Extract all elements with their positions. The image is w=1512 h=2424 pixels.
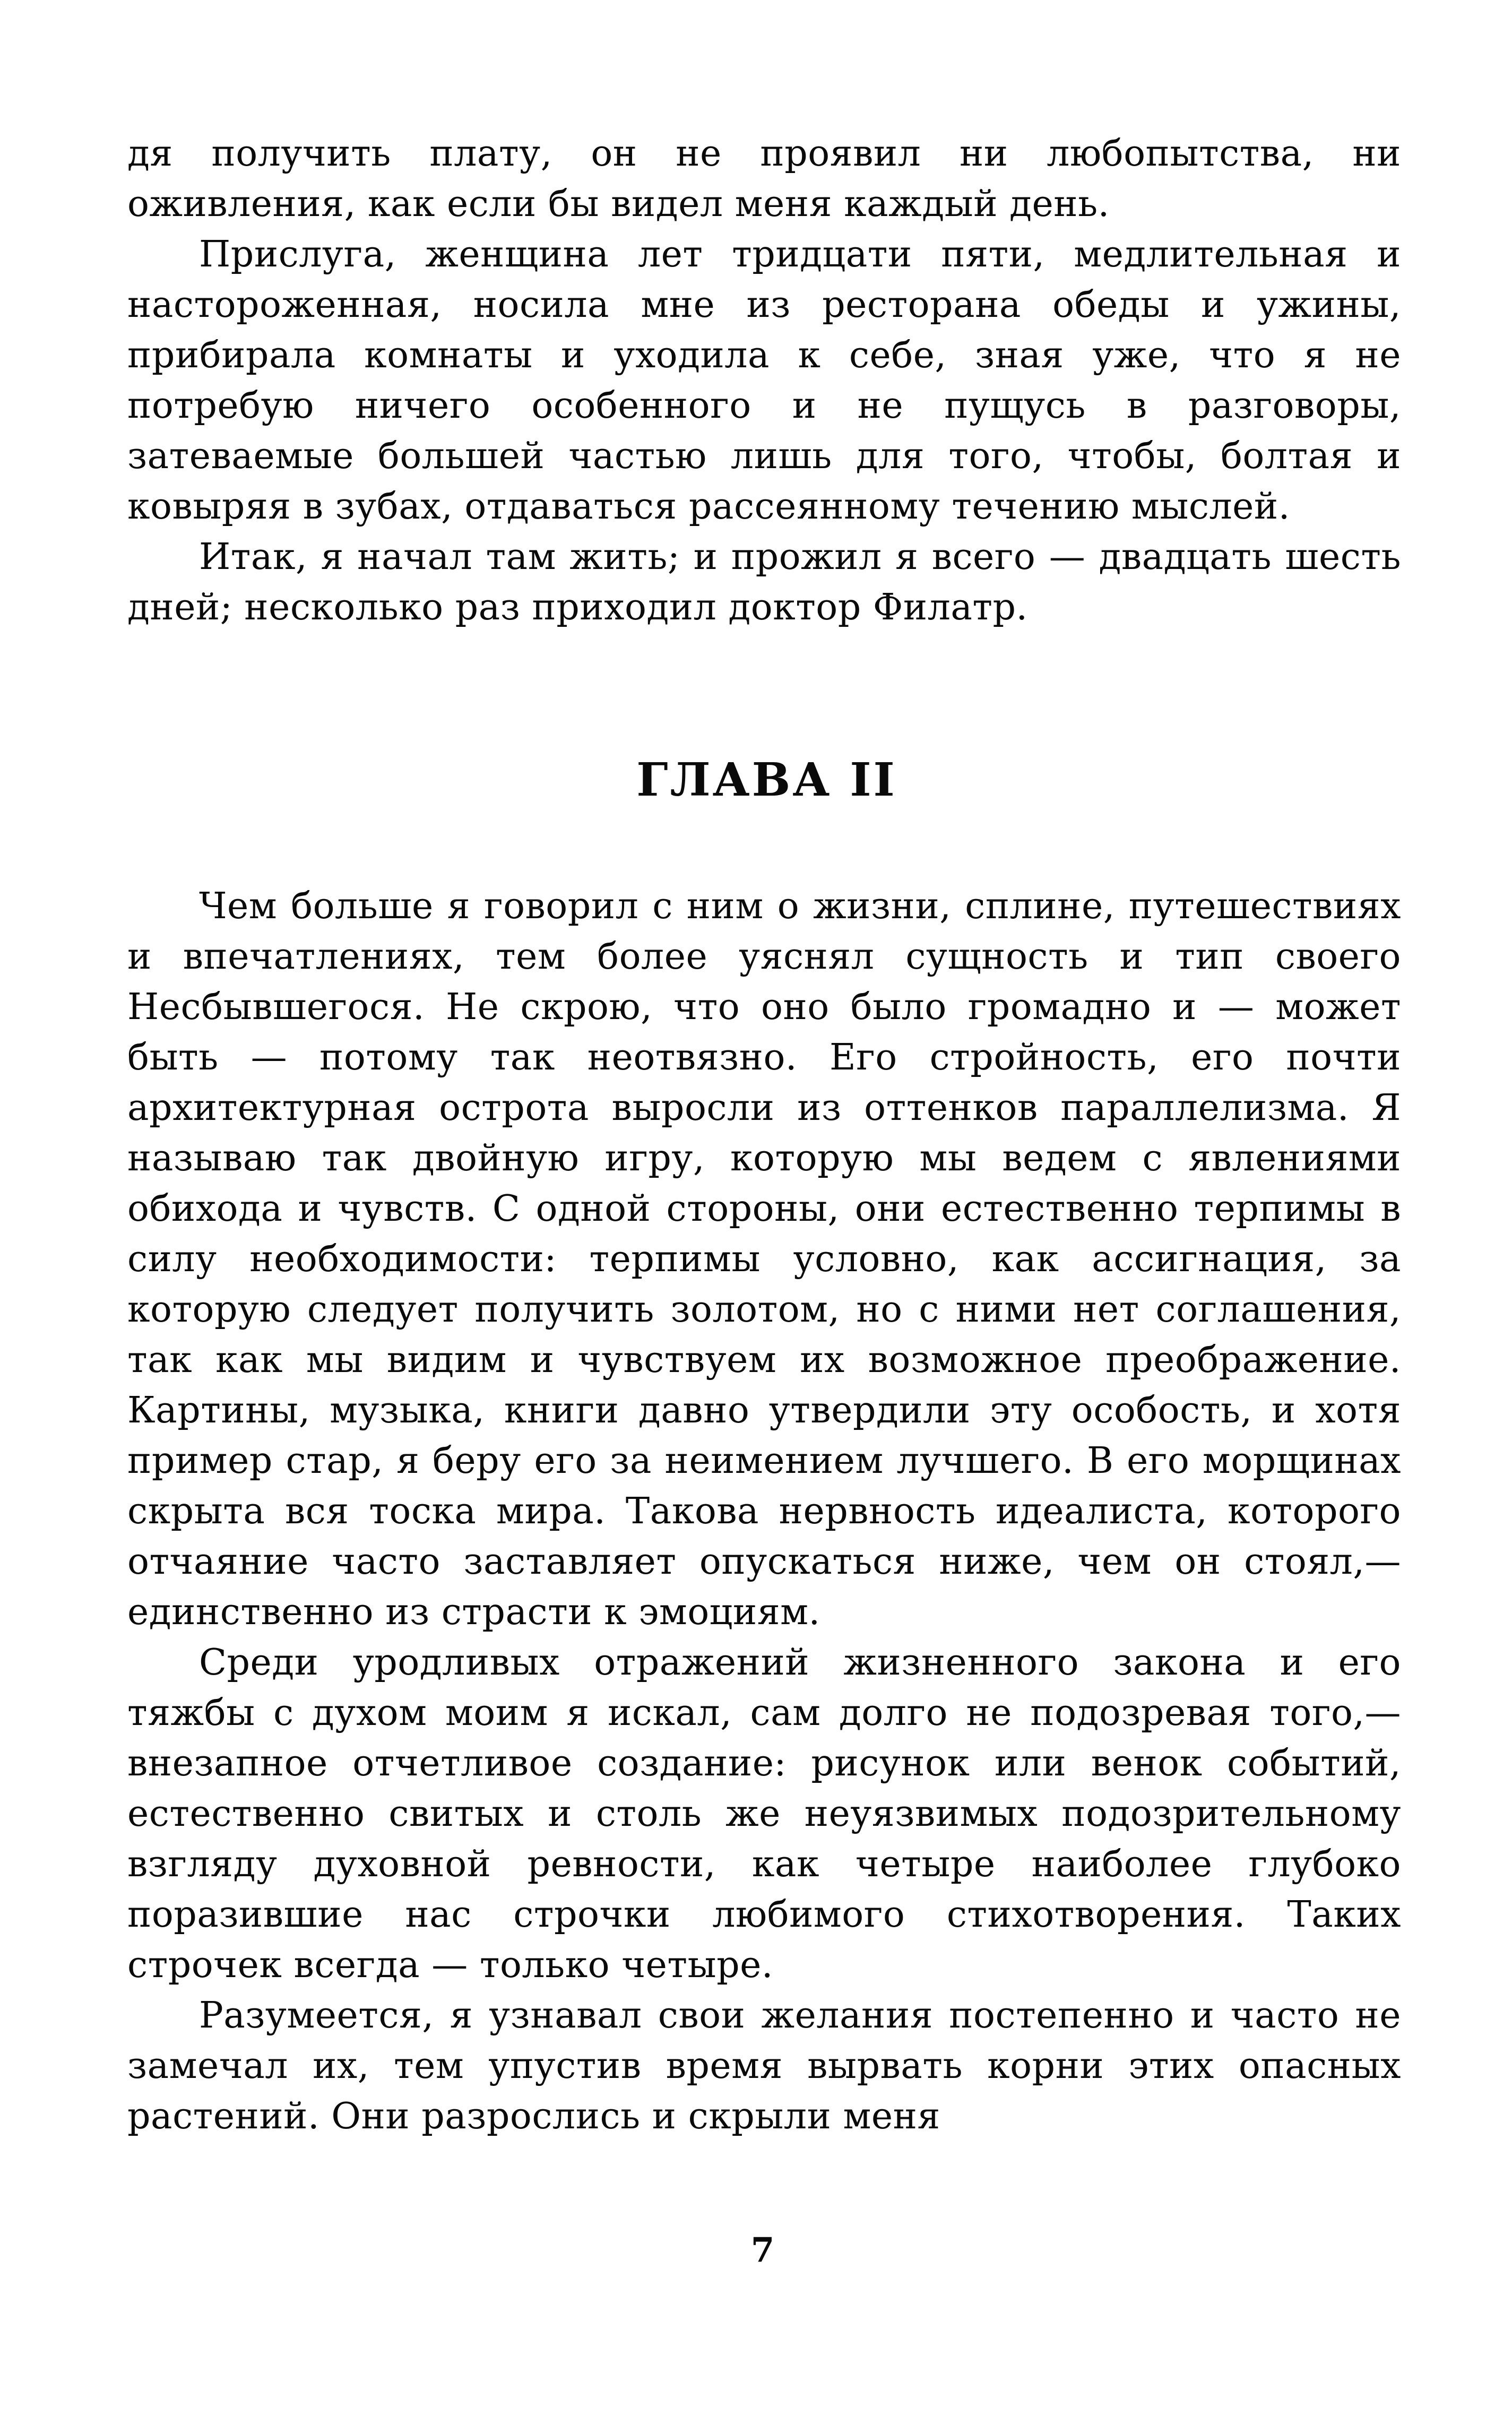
paragraph-unrealized: Чем больше я говорил с ним о жизни, сплине, путешествиях и впечатлениях, тем более уяснял сущность и тип своего Несбывшегося. Не скрою, что оно было громадно и — может быть — потому так неотвязно. Его стройность, его почти архитектурная острота выросли из оттенков параллелизма. Я называю так двойную игру, которую мы ведем с явлениями обихода и чувств. С одной стороны, они естественно терпимы в силу необходимости: терпимы условно, как ассигнация, за которую следует получить золотом, но с ними нет соглашения, так как мы видим и чувствуем их возможное преображение. Картины, музыка, книги давно утвердили эту особость, и хотя пример стар, я беру его за неимением лучшего. В его морщинах скрыта вся тоска мира. Такова нервность идеалиста, которого отчаяние часто заставляет опускаться ниже, чем он стоял,— единственно из страсти к эмоциям. — [127, 885, 1401, 1633]
paragraph-began-living: Итак, я начал там жить; и прожил я всего — двадцать шесть дней; несколько раз приходил доктор Филатр. — [127, 536, 1401, 628]
page-number: 7 — [750, 2230, 775, 2270]
paragraph-reflections: Среди уродливых отражений жизненного закона и его тяжбы с духом моим я искал, сам долго не подозревая того,— внезапное отчетливое создание: рисунок или венок событий, естественно свитых и столь же неуязвимых подозрительному взгляду духовной ревности, как четыре наиболее глубоко поразившие нас строчки любимого стихотворения. Таких строчек всегда — только четыре. — [127, 1642, 1401, 1986]
paragraph-continuation: дя получить плату, он не проявил ни любопытства, ни оживления, как если бы видел меня каждый день. — [127, 133, 1401, 225]
chapter-title: ГЛАВА II — [636, 753, 897, 807]
paragraph-servant: Прислуга, женщина лет тридцати пяти, медлительная и настороженная, носила мне из ресторана обеды и ужины, прибирала комнаты и уходила к себе, зная уже, что я не потребую ничего особенного и не пущусь в разговоры, затеваемые большей частью лишь для того, чтобы, болтая и ковыряя в зубах, отдаваться рассеянному течению мыслей. — [127, 234, 1401, 528]
paragraph-desires: Разумеется, я узнавал свои желания постепенно и часто не замечал их, тем упустив время вырвать корни этих опасных растений. Они разрослись и скрыли меня — [127, 1995, 1401, 2137]
chapter-body — [127, 881, 1401, 2142]
previous-chapter-ending — [127, 128, 1401, 633]
